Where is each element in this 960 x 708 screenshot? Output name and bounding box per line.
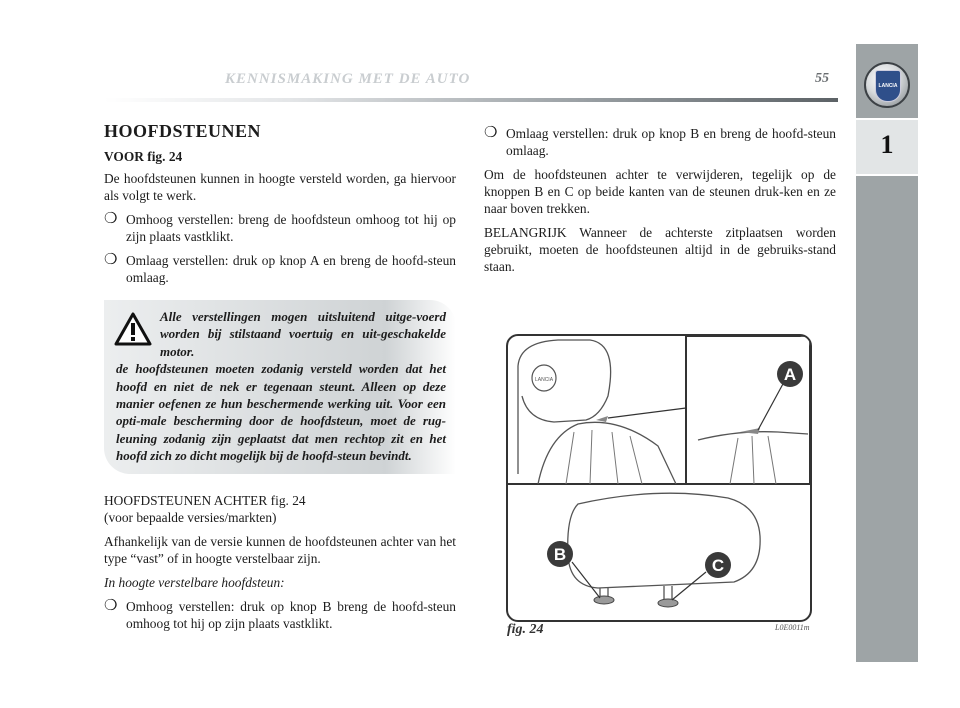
removal-text: Om de hoofdsteunen achter te verwijderen, tegelijk op de knoppen B en C op beide kanten van de steunen druk-ken en ze naar boven trekken.	[484, 167, 836, 216]
right-column	[484, 125, 836, 282]
figure-logo-text: LANCIA	[534, 377, 554, 383]
chapter-number: 1	[880, 130, 894, 159]
chapter-tab[interactable]	[856, 118, 918, 176]
circle-bullet-icon: ❍	[104, 211, 118, 227]
list-item: ❍ Omlaag verstellen: druk op knop A en breng de hoofd-steun omlaag.	[104, 252, 456, 285]
list-item: ❍ Omhoog verstellen: breng de hoofdsteun omhoog tot hij op zijn plaats vastklikt.	[104, 211, 456, 244]
list-item: ❍ Omhoog verstellen: druk op knop B breng de hoofd-steun omhoog tot hij op zijn plaats vastklikt.	[104, 598, 456, 631]
logo-text: LANCIA	[878, 83, 898, 89]
important-text: BELANGRIJK Wanneer de achterste zitplaatsen worden gebruikt, moeten de hoofdsteunen altijd in de gebruiks-stand staan.	[484, 225, 836, 274]
rear-subheading: HOOFDSTEUNEN ACHTER fig. 24	[104, 493, 306, 508]
left-column-bottom	[104, 492, 456, 639]
rear-intro: Afhankelijk van de versie kunnen de hoofdsteunen achter van het type “vast” of in hoogte verstelbaar zijn.	[104, 534, 456, 566]
circle-bullet-icon: ❍	[104, 252, 118, 268]
rear-subnote: (voor bepaalde versies/markten)	[104, 510, 277, 525]
running-header-title: KENNISMAKING MET DE AUTO	[225, 71, 471, 87]
page-number: 55	[815, 71, 829, 86]
circle-bullet-icon: ❍	[484, 125, 498, 141]
warning-text	[116, 308, 446, 465]
label-a: A	[783, 365, 797, 384]
figure-caption: fig. 24	[507, 622, 544, 637]
label-c: C	[711, 556, 725, 575]
warning-body: de hoofdsteunen moeten zodanig versteld worden dat het hoofd en niet de nek er tegenaan steunt. Alleen op deze manier oefenen ze hun beschermende werking uit. Voor een opti-male bescherming door de hoofdsteun, moet de rug-leuning zodanig zijn geplaatst dat men rechtop zit en het hoofd zich zo dicht mogelijk bij de hoofd-steun bevindt.	[116, 361, 446, 464]
lancia-shield-icon	[875, 70, 901, 102]
header-rule	[104, 98, 838, 102]
figure-code: L0E0011m	[775, 623, 810, 632]
section-heading: HOOFDSTEUNEN	[104, 121, 262, 141]
front-intro: De hoofdsteunen kunnen in hoogte versteld worden, ga hiervoor als volgt te werk.	[104, 171, 456, 203]
warning-first-sentence: Alle verstellingen mogen uitsluitend uitge-voerd worden bij stilstaand voertuig en uit-geschakelde motor.	[160, 309, 446, 359]
left-column-top	[104, 123, 456, 293]
lancia-logo	[864, 62, 910, 108]
rear-adjustable-label: In hoogte verstelbare hoofdsteun:	[104, 575, 285, 590]
headrest-illustration	[508, 336, 810, 620]
label-b: B	[553, 545, 567, 564]
figure-24	[506, 334, 812, 622]
circle-bullet-icon: ❍	[104, 598, 118, 614]
list-item: ❍ Omlaag verstellen: druk op knop B en breng de hoofd-steun omlaag.	[484, 125, 836, 158]
front-subheading: VOOR fig. 24	[104, 149, 183, 164]
warning-box	[104, 300, 456, 474]
